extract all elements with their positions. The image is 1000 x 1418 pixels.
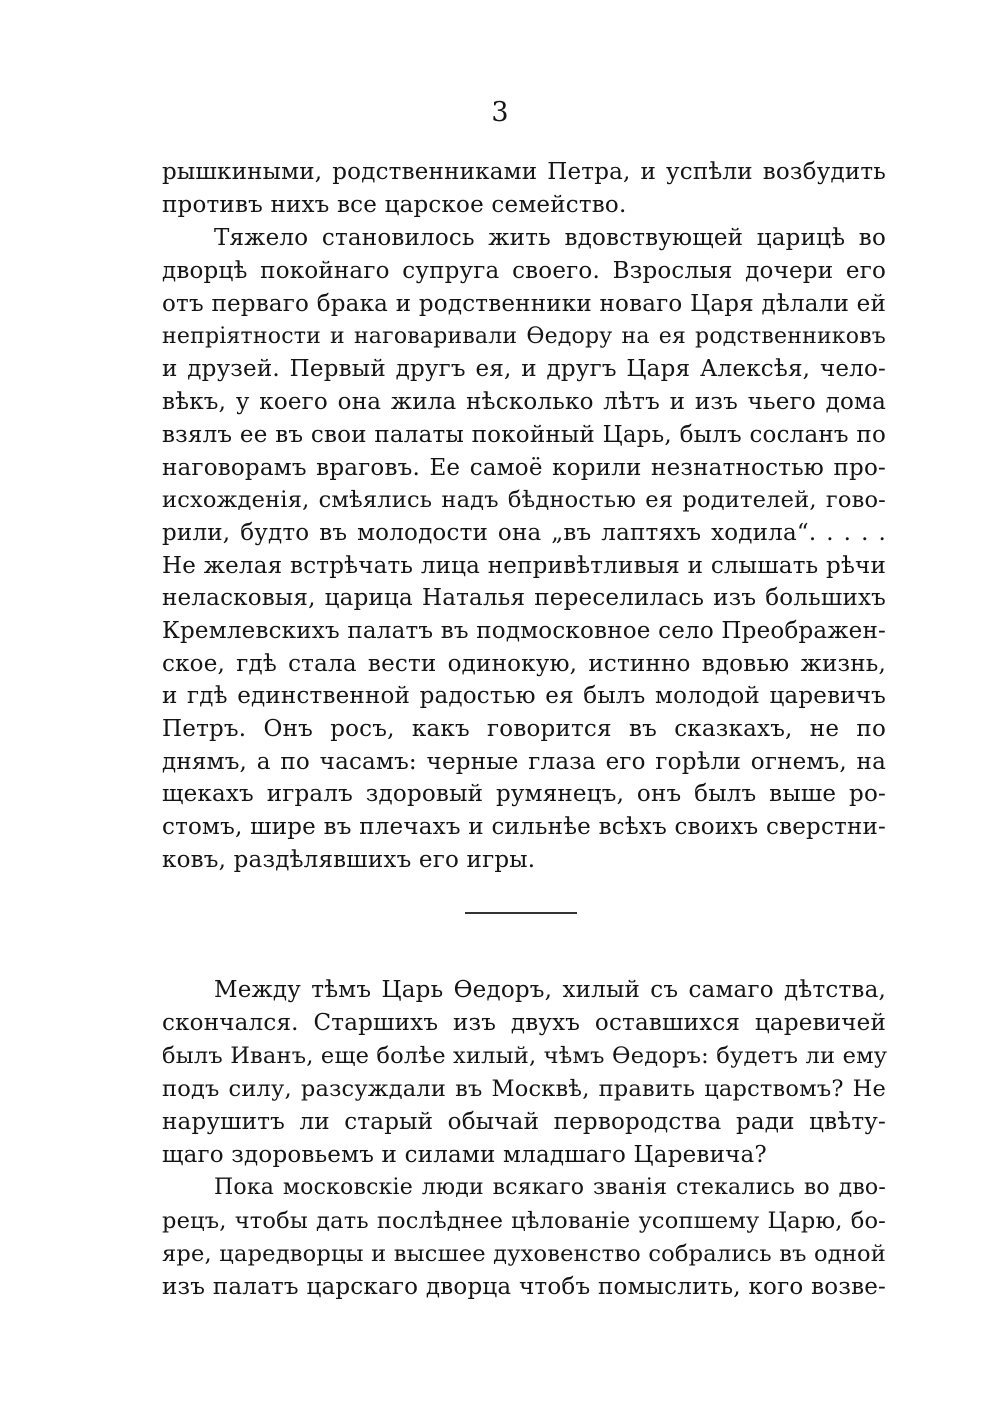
text-line: рили, будто въ молодости она „въ лаптяхъ ходила“. . . . . (162, 520, 886, 546)
text-line: стомъ, шире въ плечахъ и сильнѣе всѣхъ своихъ сверстни- (162, 814, 886, 840)
text-line: изъ палатъ царскаго дворца чтобъ помыслить, кого возве- (162, 1274, 886, 1300)
text-line: вѣкъ, у коего она жила нѣсколько лѣтъ и изъ чьего дома (162, 389, 886, 415)
text-line: дворцѣ покойнаго супруга своего. Взрослыя дочери его (162, 258, 886, 284)
text-line: противъ нихъ все царское семейство. (162, 192, 627, 218)
text-line: ковъ, раздѣлявшихъ его игры. (162, 847, 536, 873)
page-number: 3 (491, 97, 509, 128)
text-line: непріятности и наговаривали Ѳедору на ея родственниковъ (162, 324, 886, 349)
text-line: Тяжело становилось жить вдовствующей царицѣ во (214, 225, 886, 251)
text-line: былъ Иванъ, еще болѣе хилый, чѣмъ Ѳедоръ: будетъ ли ему (162, 1043, 888, 1069)
text-line: рышкиными, родственниками Петра, и успѣли возбудить (162, 159, 886, 185)
text-line: Петръ. Онъ росъ, какъ говорится въ сказкахъ, не по (162, 716, 886, 742)
text-line: скончался. Старшихъ изъ двухъ оставшихся царевичей (162, 1010, 886, 1036)
text-line: подъ силу, разсуждали въ Москвѣ, править царствомъ? Не (162, 1076, 886, 1102)
text-line: отъ перваго брака и родственники новаго Царя дѣлали ей (162, 291, 886, 317)
section-divider (465, 912, 577, 914)
text-line: днямъ, а по часамъ: черные глаза его горѣли огнемъ, на (162, 749, 886, 775)
text-line: щекахъ игралъ здоровый румянецъ, онъ былъ выше ро- (162, 781, 886, 807)
text-line: неласковыя, царица Наталья переселилась изъ большихъ (162, 585, 886, 611)
text-line: Кремлевскихъ палатъ въ подмосковное село Преображен- (162, 618, 886, 644)
text-line: ское, гдѣ стала вести одинокую, истинно вдовью жизнь, (162, 651, 886, 677)
text-line: рецъ, чтобы дать послѣднее цѣлованіе усопшему Царю, бо- (162, 1208, 886, 1234)
text-line: Не желая встрѣчать лица непривѣтливыя и слышать рѣчи (162, 553, 886, 579)
text-line: Пока московскіе люди всякаго званія стекались во дво- (214, 1175, 886, 1200)
text-line: щаго здоровьемъ и силами младшаго Царевича? (162, 1142, 767, 1168)
text-line: и друзей. Первый другъ ея, и другъ Царя Алексѣя, чело- (162, 356, 886, 382)
text-line: взялъ ее въ свои палаты покойный Царь, былъ сосланъ по (162, 422, 886, 448)
text-line: яре, царедворцы и высшее духовенство собрались въ одной (162, 1241, 886, 1267)
text-line: и гдѣ единственной радостью ея былъ молодой царевичъ (162, 683, 886, 709)
text-line: Между тѣмъ Царь Ѳедоръ, хилый съ самаго дѣтства, (214, 977, 886, 1003)
text-line: наговорамъ враговъ. Ее самоё корили незнатностью про- (162, 455, 886, 481)
text-line: исхожденія, смѣялись надъ бѣдностью ея родителей, гово- (162, 487, 886, 513)
text-line: нарушитъ ли старый обычай первородства ради цвѣту- (162, 1109, 886, 1135)
